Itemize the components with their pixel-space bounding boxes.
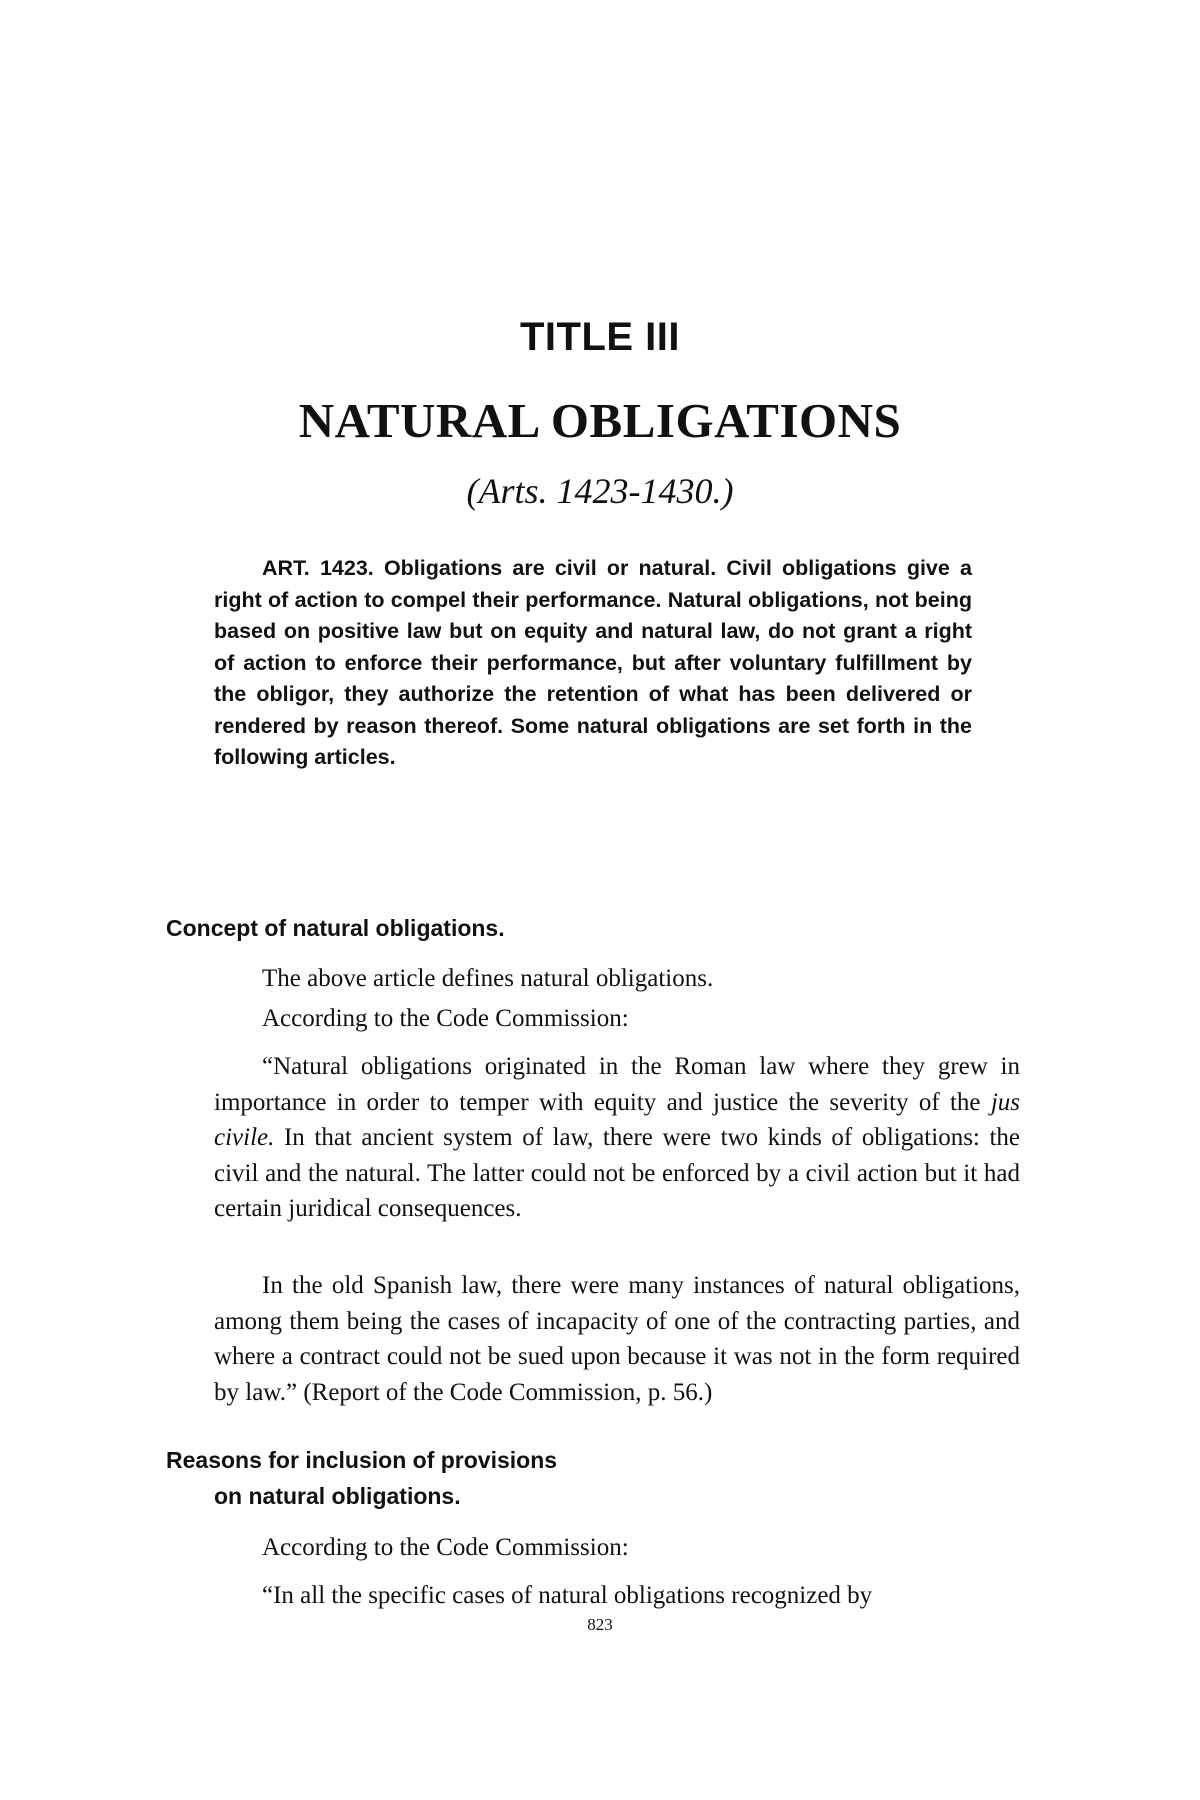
- quote-roman-law-italic: jus civile.: [214, 1088, 1020, 1151]
- section-heading-reasons-line1: Reasons for inclusion of provisions: [166, 1447, 558, 1473]
- quote-roman-law: [214, 1049, 1020, 1227]
- quote-roman-law-part1: “Natural obligations originated in the Roman law where they grew in importance in order to temper with equity and justice the severity of the: [214, 1053, 1020, 1116]
- quote-roman-law-part2: In that ancient system of law, there were two kinds of obligations: the civil and the natural. The latter could not be enforced by a civil action but it had certain juridical consequences.: [214, 1124, 1020, 1222]
- paragraph-definition: The above article defines natural obligations.: [262, 965, 714, 992]
- title-label: TITLE III: [519, 315, 681, 359]
- paragraph-code-commission-intro-2: According to the Code Commission:: [262, 1534, 629, 1561]
- quote-spanish-law: In the old Spanish law, there were many instances of natural obligations, among them being the cases of incapacity of one of the contracting parties, and where a contract could not be sued upon because it was not in the form required by law.” (Report of the Code Commission, p. 56.): [214, 1272, 1020, 1406]
- page-number: 823: [587, 1615, 613, 1634]
- section-heading-reasons-line2: on natural obligations.: [214, 1483, 461, 1509]
- section-heading-reasons: [166, 1442, 557, 1514]
- section-heading-concept: Concept of natural obligations.: [166, 915, 505, 941]
- article-1423-text: ART. 1423. Obligations are civil or natural. Civil obligations give a right of action to compel their performance. Natural obligations, not being based on positive law but on equity and natural law, do not grant a right of action to enforce their performance, but after voluntary fulfillment by the obligor, they authorize the retention of what has been delivered or rendered by reason thereof. Some natural obligations are set forth in the following articles.: [214, 556, 972, 769]
- title-article-range: (Arts. 1423-1430.): [466, 471, 734, 511]
- title-main: NATURAL OBLIGATIONS: [298, 393, 902, 448]
- quote-specific-cases: “In all the specific cases of natural obligations recognized by: [262, 1582, 873, 1609]
- paragraph-code-commission-intro: According to the Code Commission:: [262, 1005, 629, 1032]
